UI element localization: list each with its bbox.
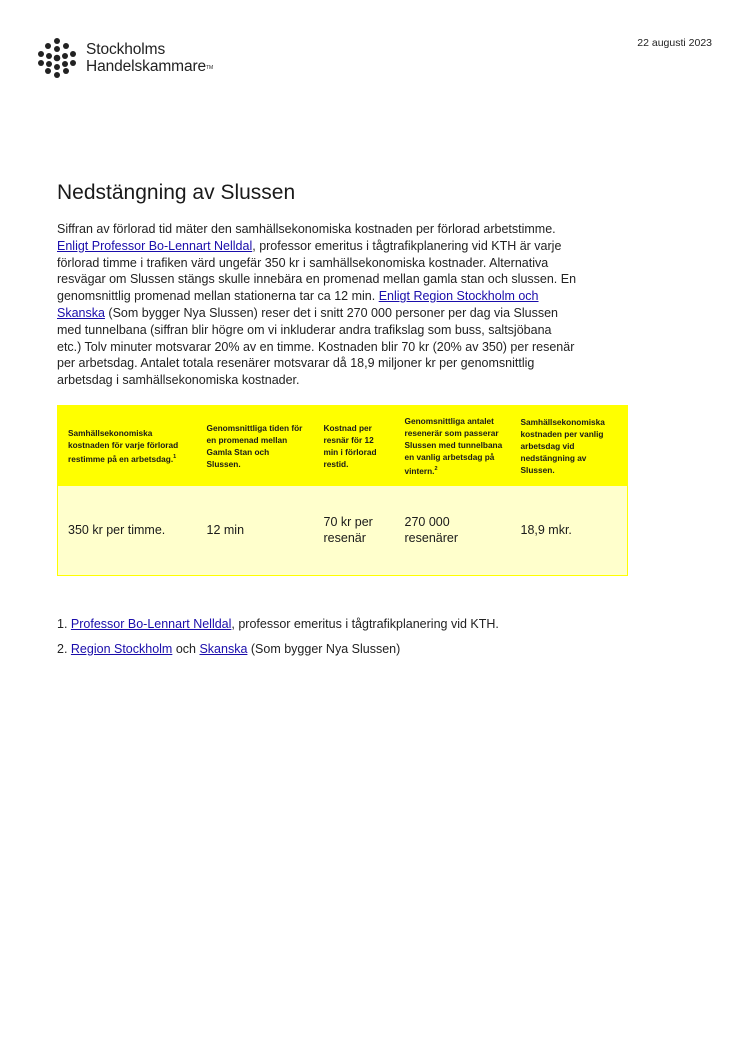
header-text: Genomsnittliga tiden för en promenad mellan Gamla Stan och Slussen. (206, 422, 303, 469)
footnote-number: 1. (57, 617, 71, 631)
table-header-row (58, 406, 628, 486)
table-header-cell (395, 406, 511, 486)
link-region-skanska[interactable]: Enligt Region Stockholm och Skanska (57, 289, 539, 320)
footnote-number: 2. (57, 642, 71, 656)
table-cell: 350 kr per timme. (58, 486, 197, 576)
logo-line-2: Handelskammare (86, 58, 207, 75)
intro-text-3: (Som bygger Nya Slussen) reser det i snitt 270 000 personer per dag via Slussen med tunnelbana (siffran blir högre om vi inkluderar andra trafikslag som buss, saltsjöbana etc.) Tolv minuter motsvarar 20% av en timme. Kostnaden blir 70 kr (20% av 350) per resenär per arbetsdag. Antalet totala resenärer motsvarar då 18,9 miljoner kr per genomsnittlig arbetsdag i samhällsekonomiska kostnader. (57, 305, 575, 388)
footnote-ref: 1 (173, 453, 177, 460)
table-header-cell (314, 406, 395, 486)
footnote-link-skanska[interactable]: Skanska (199, 642, 248, 656)
intro-text-1: Siffran av förlorad tid mäter den samhällsekonomiska kostnaden per förlorad arbetstimme. (57, 222, 556, 236)
cost-table (57, 405, 628, 576)
footnote-text: (Som bygger Nya Slussen) (247, 642, 401, 656)
table-cell: 270 000 resenärer (395, 486, 511, 576)
footnote-text: och (172, 642, 200, 656)
table-cell: 18,9 mkr. (511, 486, 628, 576)
dot-cluster-icon (36, 37, 78, 79)
link-nelldal[interactable]: Enligt Professor Bo-Lennart Nelldal (57, 238, 253, 253)
table-header-cell (58, 406, 197, 486)
table-header-cell (511, 406, 628, 486)
intro-paragraph (57, 221, 577, 389)
table-cell: 70 kr per resenär (314, 486, 395, 576)
header-text: Samhällsekonomiska kostnaden per vanlig arbetsdag vid nedstängning av Slussen. (520, 416, 605, 475)
document-date: 22 augusti 2023 (637, 37, 712, 49)
header-text: Kostnad per resnär för 12 min i förlorad restid. (323, 422, 377, 469)
header-text: Genomsnittliga antalet resenerär som passerar Slussen med tunnelbana en vanlig arbetsdag på vintern. (404, 415, 503, 476)
logo-trademark: TM (206, 65, 214, 71)
logo-line-1: Stockholms (86, 41, 166, 58)
footnote-2 (57, 641, 499, 657)
footnote-text: , professor emeritus i tågtrafikplanering vid KTH. (231, 617, 499, 631)
table-cell: 12 min (197, 486, 314, 576)
intro-text-2: , professor emeritus i tågtrafikplanering vid KTH är varje förlorad timme i trafiken värd ungefär 350 kr i samhällsekonomiska kostnader. Alternativa resvägar om Slussen stängs skulle innebära en promenad mellan gamla stan och slussen. En genomsnittlig promenad mellan stationerna tar ca 12 min. (57, 238, 577, 304)
logo (36, 37, 213, 79)
table-header-cell (197, 406, 314, 486)
footnote-ref: 2 (434, 465, 438, 472)
footnote-link-region[interactable]: Region Stockholm (70, 642, 173, 656)
page-title: Nedstängning av Slussen (57, 181, 296, 204)
table-row (58, 486, 628, 576)
footnote-link-nelldal[interactable]: Professor Bo-Lennart Nelldal (70, 617, 232, 631)
footnote-1 (57, 616, 499, 632)
footnotes (57, 616, 499, 666)
header-text: Samhällsekonomiska kostnaden för varje förlorad restimme på en arbetsdag. (68, 427, 179, 464)
logo-text (86, 41, 213, 75)
